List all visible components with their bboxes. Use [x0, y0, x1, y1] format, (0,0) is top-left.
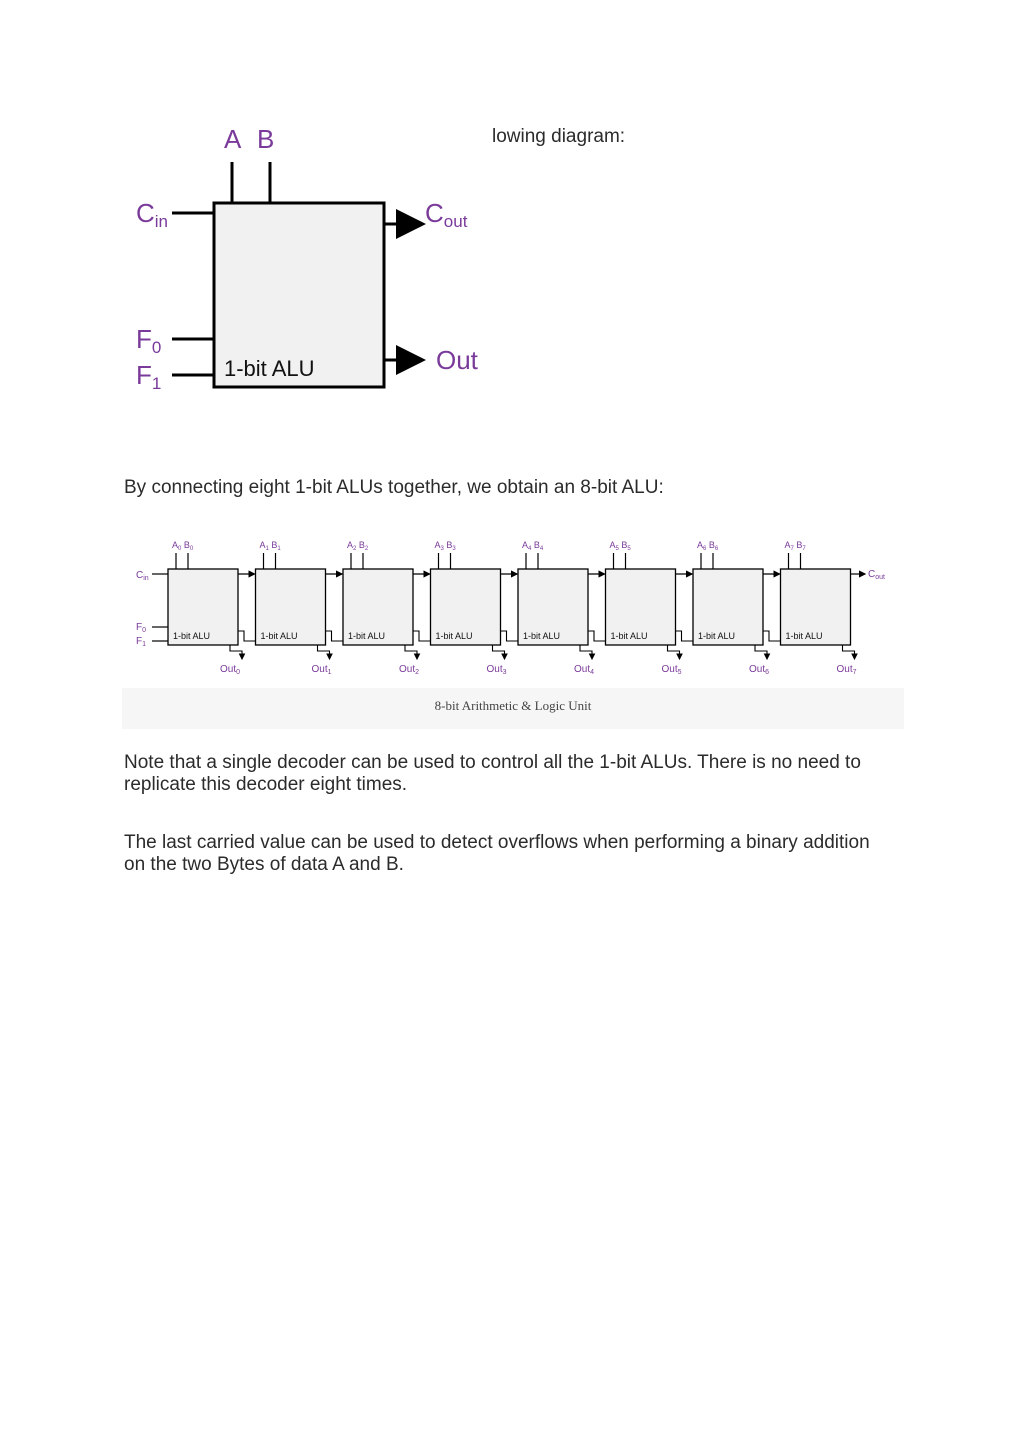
- alu-unit-output-label: Out$_0$: [220, 664, 241, 676]
- alu-unit-label: 1-bit ALU: [610, 631, 648, 641]
- alu-unit-input-label: $A_1$ $B_1$: [259, 540, 281, 552]
- strip-carry-out-label: $C_{out}$: [868, 569, 885, 581]
- alu-unit-output-label: Out$_4$: [574, 664, 595, 676]
- alu-unit-label: 1-bit ALU: [435, 631, 473, 641]
- alu-unit-out-wire: [405, 645, 417, 659]
- alu-unit-output-label: Out$_7$: [836, 664, 857, 676]
- alu-unit-f-bus: [588, 631, 606, 641]
- alu-unit-f-bus: [238, 631, 256, 641]
- output-label: Out: [436, 345, 478, 375]
- alu-unit-input-label: $A_5$ $B_5$: [609, 540, 631, 552]
- alu-unit-label: 1-bit ALU: [173, 631, 211, 641]
- alu-unit-f-bus: [676, 631, 694, 641]
- alu-unit-label: 1-bit ALU: [260, 631, 298, 641]
- alu-unit-label: 1-bit ALU: [348, 631, 386, 641]
- alu-unit-input-label: $A_7$ $B_7$: [784, 540, 806, 552]
- alu-unit-f-bus: [413, 631, 431, 641]
- figure-caption: 8-bit Arithmetic & Logic Unit: [434, 698, 592, 713]
- eight-bit-alu-figure: [122, 533, 904, 729]
- alu-unit-out-wire: [755, 645, 767, 659]
- alu-unit: [781, 540, 866, 676]
- alu-unit-label: 1-bit ALU: [698, 631, 736, 641]
- header-fragment: lowing diagram:: [492, 126, 626, 147]
- strip-carry-in-label: $C_{in}$: [136, 570, 149, 582]
- carry-out-label: Cout: [425, 198, 468, 231]
- alu-unit-label: 1-bit ALU: [523, 631, 561, 641]
- alu-unit-f-bus: [763, 631, 781, 641]
- alu-unit-output-label: Out$_2$: [399, 664, 420, 676]
- alu-unit-output-label: Out$_3$: [486, 664, 507, 676]
- alu-box-label: 1-bit ALU: [224, 356, 315, 381]
- f1-label: F1: [136, 360, 162, 393]
- alu-unit-out-wire: [668, 645, 680, 659]
- input-a-label: A: [224, 124, 242, 154]
- alu-unit: [693, 540, 781, 676]
- alu-unit: [343, 540, 431, 676]
- alu-unit: [606, 540, 694, 676]
- alu-unit-input-label: $A_6$ $B_6$: [697, 540, 719, 552]
- alu-unit: [518, 540, 606, 676]
- alu-unit-out-wire: [493, 645, 505, 659]
- strip-f0-label: $F_0$: [136, 622, 147, 634]
- strip-f1-label: $F_1$: [136, 636, 147, 648]
- alu-unit: [431, 540, 519, 676]
- single-alu-diagram: [120, 110, 500, 410]
- alu-unit-f-bus: [326, 631, 344, 641]
- eight-bit-alu-diagram: [122, 533, 904, 688]
- alu-unit-output-label: Out$_1$: [311, 664, 332, 676]
- alu-unit: [168, 540, 256, 676]
- alu-unit: [256, 540, 344, 676]
- alu-unit-output-label: Out$_6$: [749, 664, 770, 676]
- alu-unit-input-label: $A_3$ $B_3$: [434, 540, 456, 552]
- f0-label: F0: [136, 324, 162, 357]
- paragraph-eight-alus: By connecting eight 1-bit ALUs together, we obtain an 8-bit ALU:: [124, 477, 664, 498]
- alu-unit-f-bus: [501, 631, 519, 641]
- alu-unit-label: 1-bit ALU: [785, 631, 823, 641]
- alu-unit-input-label: $A_4$ $B_4$: [522, 540, 544, 552]
- paragraph-decoder-note: Note that a single decoder can be used to control all the 1-bit ALUs. There is no need to replicate this decoder eight times.: [124, 752, 861, 795]
- input-b-label: B: [257, 124, 275, 154]
- alu-unit-out-wire: [843, 645, 855, 659]
- alu-unit-out-wire: [318, 645, 330, 659]
- alu-unit-output-label: Out$_5$: [661, 664, 682, 676]
- alu-unit-out-wire: [230, 645, 242, 659]
- carry-in-label: Cin: [136, 198, 169, 231]
- alu-unit-input-label: $A_0$ $B_0$: [172, 540, 194, 552]
- alu-unit-out-wire: [580, 645, 592, 659]
- paragraph-overflow-note: The last carried value can be used to detect overflows when performing a binary addition on the two Bytes of data A and B.: [124, 832, 870, 875]
- alu-unit-input-label: $A_2$ $B_2$: [347, 540, 369, 552]
